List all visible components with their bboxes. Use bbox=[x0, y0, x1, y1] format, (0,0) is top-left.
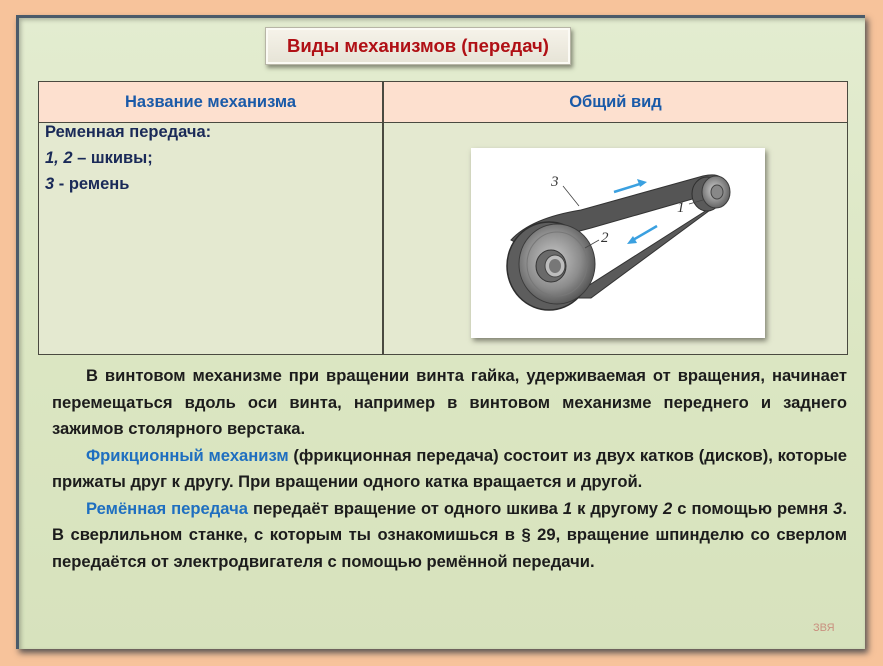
svg-text:3: 3 bbox=[551, 174, 559, 190]
pulleys-label: – шкивы; bbox=[72, 149, 153, 167]
friction-text: (фрикционная передача) состоит из двух катков (дисков), которые прижаты друг к другу. При вращении одного катка вращается и другой. bbox=[52, 445, 847, 491]
svg-text:1: 1 bbox=[677, 200, 685, 216]
column-divider bbox=[382, 82, 384, 354]
mechanism-name-cell bbox=[45, 119, 211, 197]
belt-number: 3 bbox=[45, 175, 55, 193]
num-3: 3 bbox=[833, 498, 843, 518]
svg-text:2: 2 bbox=[601, 230, 609, 246]
belt-text-a: передаёт вращение от одного шкива bbox=[247, 498, 563, 518]
paragraph-friction bbox=[52, 443, 847, 496]
table-header bbox=[39, 82, 847, 123]
pulley-numbers: 1, 2 bbox=[45, 149, 73, 167]
belt-drive-image bbox=[471, 148, 765, 338]
header-mechanism-name: Название механизма bbox=[124, 92, 297, 111]
paragraph-screw: В винтовом механизме при вращении винта гайка, удерживаемая от вращения, начинает перемещаться вдоль оси винта, например в винтовом механизме переднего и заднего зажимов столярного верстака. bbox=[52, 366, 847, 438]
belt-label: - ремень bbox=[54, 175, 130, 193]
mechanism-title: Ременная передача: bbox=[45, 123, 212, 141]
header-general-view: Общий вид bbox=[569, 92, 662, 111]
belt-text-c: с помощью ремня bbox=[672, 498, 834, 518]
term-belt: Ремённая передача bbox=[86, 498, 248, 518]
belt-text-d: . В сверлильном станке, с которым ты ознакомишься в § 29, вращение шпинделю со сверлом передаётся от электродвигателя с помощью ремённой передачи. bbox=[52, 498, 847, 571]
belt-line bbox=[45, 171, 211, 197]
title-box bbox=[265, 27, 571, 65]
num-1: 1 bbox=[562, 498, 573, 518]
body-text bbox=[52, 363, 847, 575]
paragraph-belt bbox=[52, 496, 847, 576]
pulleys-line bbox=[45, 145, 211, 171]
belt-drive-illustration-icon bbox=[471, 148, 765, 338]
num-2: 2 bbox=[663, 498, 673, 518]
page-title: Виды механизмов (передач) bbox=[287, 35, 549, 56]
term-friction: Фрикционный механизм bbox=[86, 445, 289, 465]
author-signature: ЗВЯ bbox=[813, 622, 835, 634]
belt-text-b: к другому bbox=[572, 498, 663, 518]
